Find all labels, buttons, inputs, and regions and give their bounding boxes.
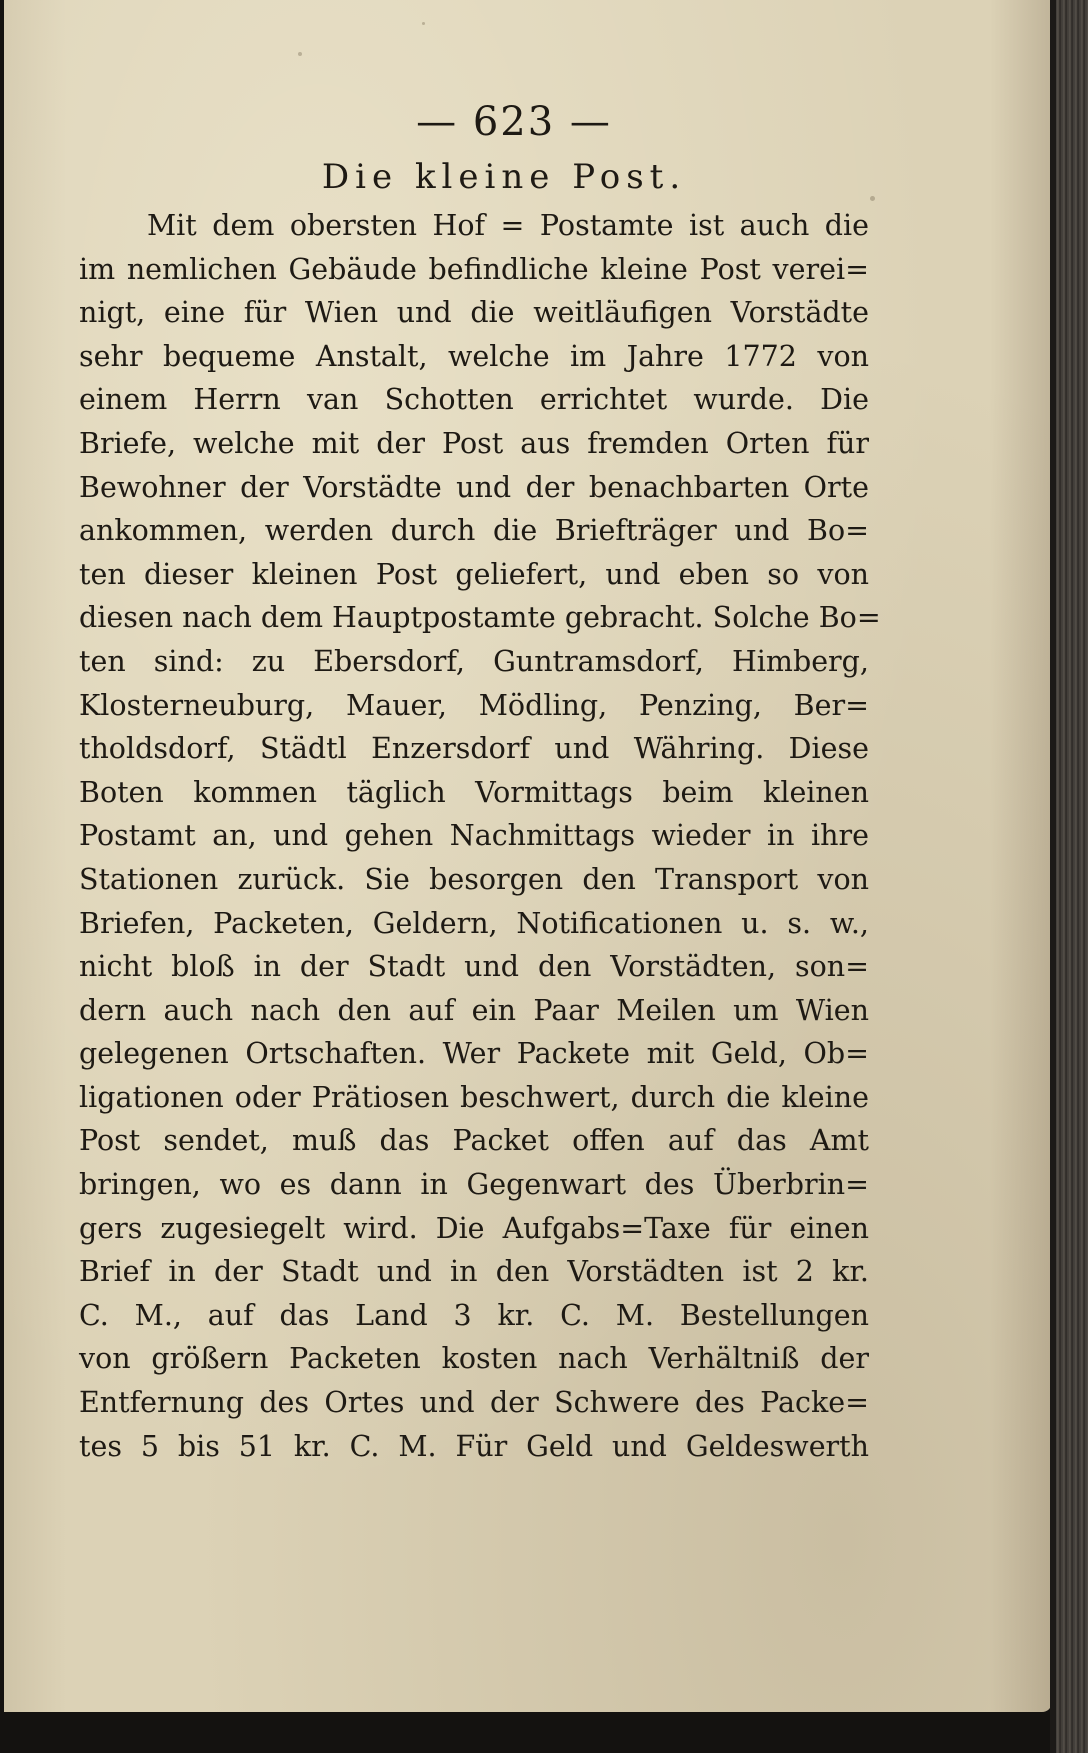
- text-line: ligationen oder Prätiosen beschwert, durch die kleine: [79, 1080, 869, 1114]
- text-line: Postamt an, und gehen Nachmittags wieder in ihre: [79, 819, 869, 853]
- text-line: Mit dem obersten Hof = Postamte ist auch die: [147, 209, 869, 242]
- text-line: dern auch nach den auf ein Paar Meilen um Wien: [79, 993, 869, 1027]
- text-line: nicht bloß in der Stadt und den Vorstädten, son=: [79, 950, 869, 984]
- text-line: von größern Packeten kosten nach Verhältniß der: [79, 1342, 869, 1376]
- page-number-header: — 623 —: [416, 99, 612, 145]
- text-line: tholdsdorf, Städtl Enzersdorf und Währing. Diese: [79, 732, 869, 766]
- text-line: diesen nach dem Hauptpostamte gebracht. Solche Bo=: [79, 601, 881, 635]
- text-line: Post sendet, muß das Packet offen auf das Amt: [79, 1124, 869, 1158]
- text-line: gelegenen Ortschaften. Wer Packete mit Geld, Ob=: [79, 1037, 869, 1071]
- text-line: ten sind: zu Ebersdorf, Guntramsdorf, Himberg,: [79, 644, 869, 678]
- body-text: [79, 204, 881, 1468]
- text-line: tes 5 bis 51 kr. C. M. Für Geld und Geldeswerth: [79, 1429, 869, 1463]
- text-line: Brief in der Stadt und in den Vorstädten ist 2 kr.: [79, 1255, 869, 1289]
- book-page-edges: [1050, 0, 1088, 1753]
- ink-speck: [870, 196, 875, 201]
- text-line: ten dieser kleinen Post geliefert, und eben so von: [79, 557, 869, 591]
- text-line: einem Herrn van Schotten errichtet wurde. Die: [79, 383, 869, 417]
- text-line: ankommen, werden durch die Briefträger und Bo=: [79, 514, 869, 548]
- text-line: Klosterneuburg, Mauer, Mödling, Penzing, Ber=: [79, 688, 869, 722]
- text-line: Entfernung des Ortes und der Schwere des Packe=: [79, 1386, 869, 1420]
- ink-speck: [298, 52, 302, 56]
- text-line: Briefe, welche mit der Post aus fremden Orten für: [79, 426, 869, 460]
- text-line: sehr bequeme Anstalt, welche im Jahre 1772 von: [79, 339, 869, 373]
- book-page: [4, 0, 1052, 1712]
- text-line: Bewohner der Vorstädte und der benachbarten Orte: [79, 470, 869, 504]
- text-line: Boten kommen täglich Vormittags beim kleinen: [79, 775, 869, 809]
- text-line: nigt, eine für Wien und die weitläufigen Vorstädte: [79, 296, 869, 330]
- ink-speck: [422, 22, 425, 25]
- section-title: Die kleine Post.: [321, 157, 687, 197]
- text-line: gers zugesiegelt wird. Die Aufgabs=Taxe für einen: [79, 1211, 869, 1245]
- text-line: bringen, wo es dann in Gegenwart des Überbrin=: [79, 1168, 869, 1202]
- text-line: C. M., auf das Land 3 kr. C. M. Bestellungen: [79, 1298, 869, 1332]
- text-line: Stationen zurück. Sie besorgen den Transport von: [79, 862, 869, 896]
- text-line: im nemlichen Gebäude befindliche kleine Post verei=: [79, 252, 869, 286]
- text-line: Briefen, Packeten, Geldern, Notificationen u. s. w.,: [79, 906, 869, 940]
- page-text: [79, 96, 881, 1468]
